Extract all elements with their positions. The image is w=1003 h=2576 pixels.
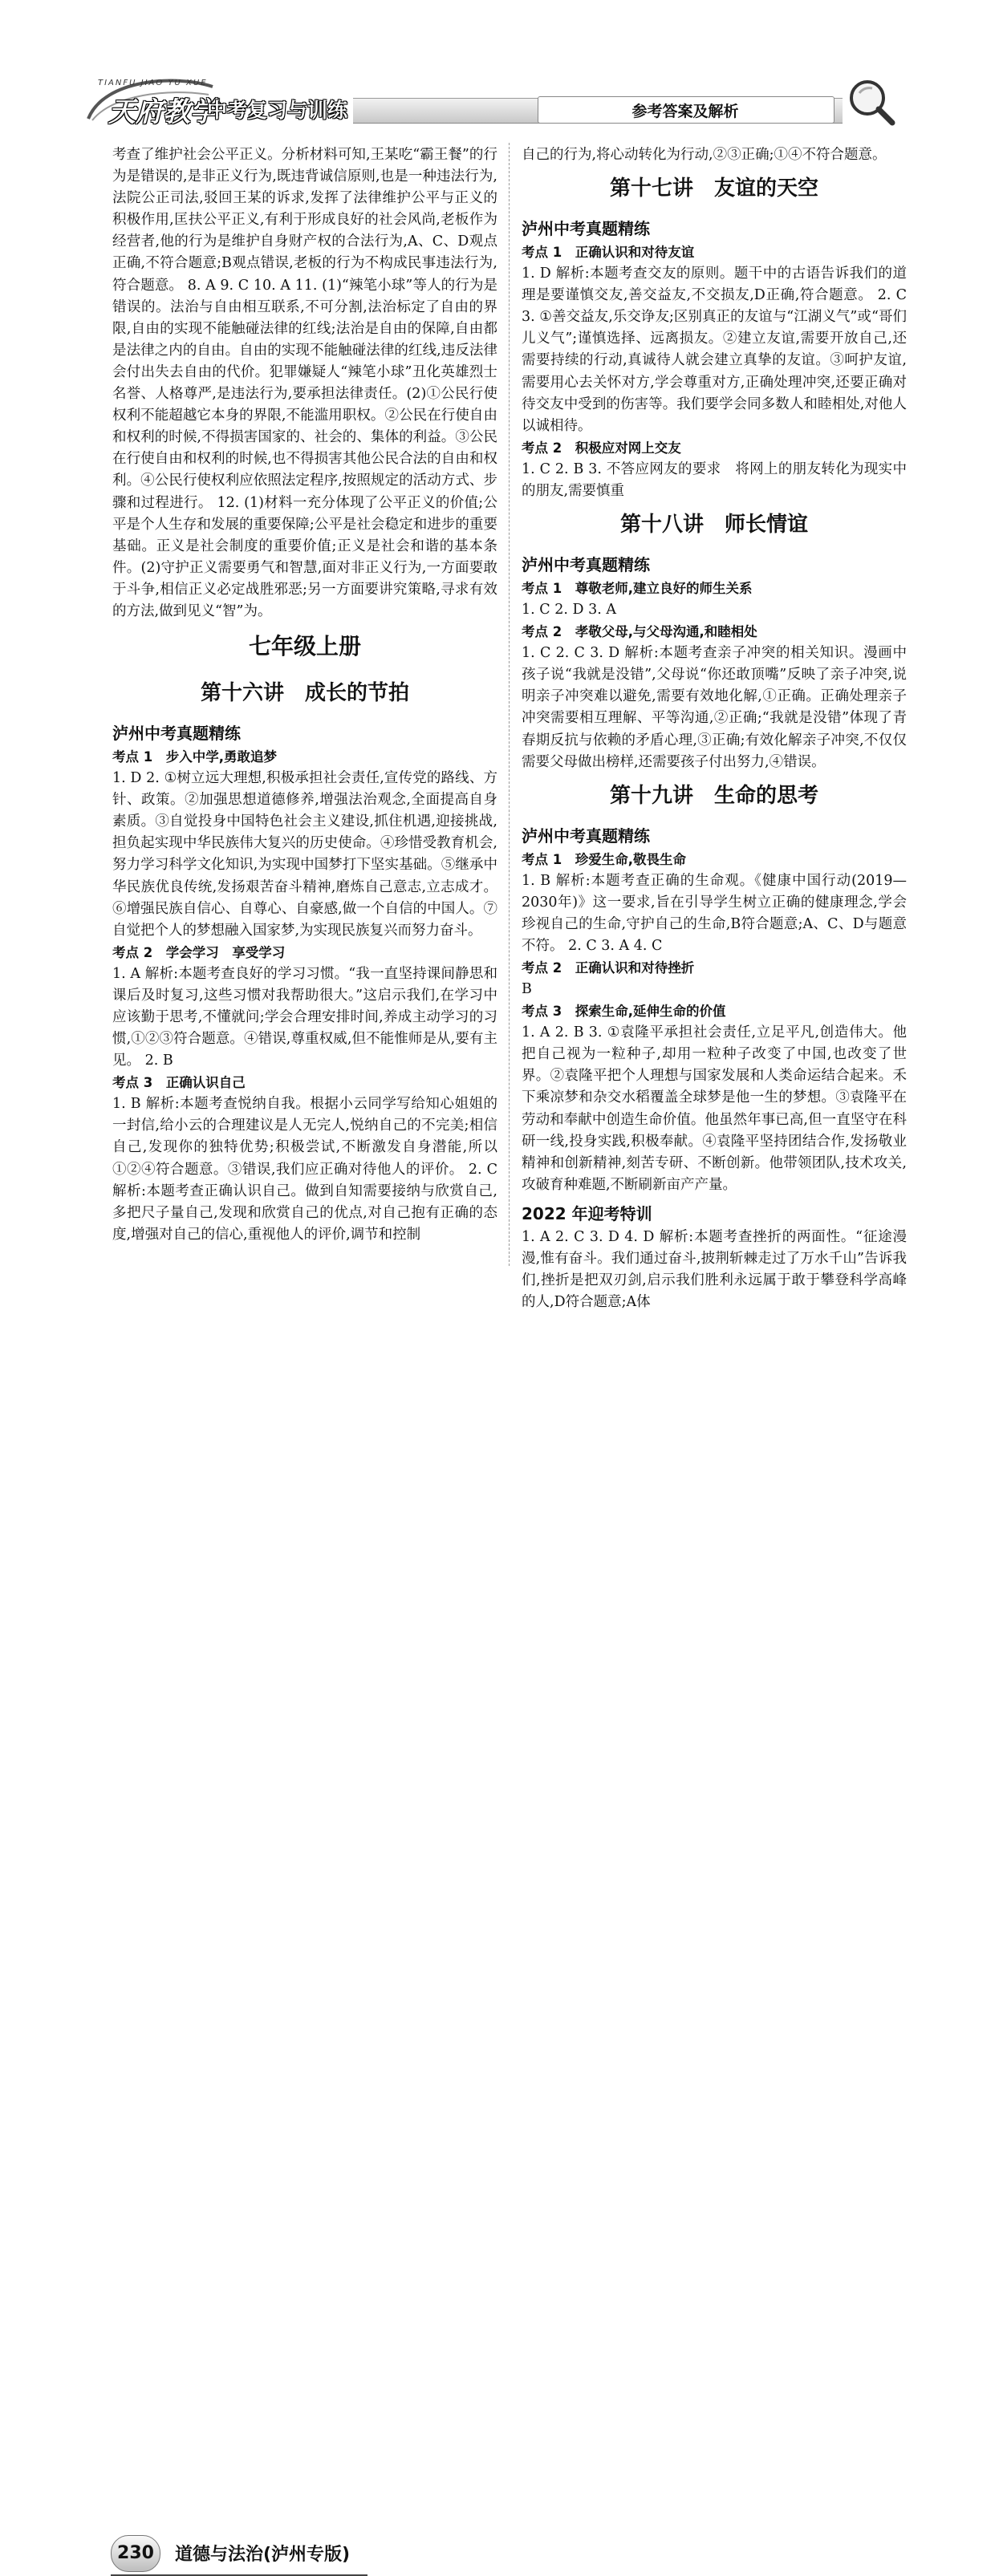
logo-subtext: TIANFU JIAO YU XUE [98,79,208,87]
answer-paragraph: 1. C 2. D 3. A [522,602,616,619]
answer-paragraph: 1. B 解析:本题考查正确的生命观。《健康中国行动(2019—2030年)》这一要求,旨在引导学生树立正确的健康理念,学会珍视自己的生命,守护自己的生命,B符合题意;A、C、D与题意不符。 2. C 3. A 4. C [522,872,907,954]
answer-paragraph: 1. C 2. C 3. D 解析:本题考查亲子冲突的相关知识。漫画中孩子说“我就是没错”,父母说“你还敢顶嘴”反映了亲子冲突,说明亲子冲突难以避免,需要有效地化解,①正确。正确处理亲子冲突需要相互理解、平等沟通,②正确;“我就是没错”体现了青春期反抗与依赖的矛盾心理,③正确;有效化解亲子冲突,不仅仅需要父母做出榜样,还需要孩子付出努力,④错误。 [522,645,907,770]
exam-point-heading: 考点 1 尊敬老师,建立良好的师生关系 [522,581,753,597]
answer-paragraph: 考查了维护社会公平正义。分析材料可知,王某吃“霸王餐”的行为是错误的,是非正义行为,既违背诚信原则,也是一种违法行为,法院公正司法,驳回王某的诉求,发挥了法律维护公平与正义的积极作用,匡扶公平正义,有利于形成良好的社会风尚,老板作为经营者,他的行为是维护自身财产权的合法行为,A、C、D观点正确,不符合题意;B观点错误,老板的行为不构成民事违法行为,符合题意。 8. A 9. C 10. A 11. (1)“辣笔小球”等人的行为是错误的。法治与自由相互联系,不可分割,法治标定了自由的界限,自由的实现不能触碰法律的红线;法治是自由的保障,自由都是法律之内的自由。自由的实现不能触碰法律的红线,违反法律会付出失去自由的代价。犯罪嫌疑人“辣笔小球”丑化英雄烈士名誉、人格尊严,是违法行为,要承担法律责任。(2)①公民行使权利不能超越它本身的界限,不能滥用职权。②公民在行使自由和权利的时候,不得损害国家的、社会的、集体的利益。③公民在行使自由和权利的时候,也不得损害其他公民合法的自由和权利。④公民行使权利应依照法定程序,按照规定的活动方式、步骤和过程进行。 12. (1)材料一充分体现了公平正义的价值;公平是个人生存和发展的重要保障;公平是社会稳定和进步的重要基础。正义是社会制度的重要价值;正义是社会和谐的基本条件。(2)守护正义需要勇气和智慧,面对非正义行为,一方面要敢于斗争,相信正义必定战胜邪恶;另一方面要讲究策略,寻求有效的方法,做到见义“智”为。 [112,147,497,619]
section-heading: 泸州中考真题精练 [112,724,241,744]
lecture-title: 第十九讲 生命的思考 [609,783,818,808]
page-footer [0,1264,1003,2565]
exam-point-heading: 考点 2 正确认识和对待挫折 [522,960,695,976]
exam-point-heading: 考点 1 珍爱生命,敬畏生命 [522,851,686,867]
answer-paragraph: 1. D 解析:本题考查交友的原则。题干中的古语告诉我们的道理是要谨慎交友,善交益友,不交损友,D正确,符合题意。 2. C 3. ①善交益友,乐交诤友;区别真正的友谊与“江湖义气”或“哥们儿义气”;谨慎选择、远离损友。②建立友谊,需要开放自己,还需要持续的行动,真诚待人就会建立真挚的友谊。③呵护友谊,需要用心去关怀对方,学会尊重对方,正确处理冲突,还要正确对待交友中受到的伤害等。我们要学会同多数人和睦相处,对他人以诚相待。 [522,266,907,434]
answer-paragraph: 1. A 2. C 3. D 4. D 解析:本题考查挫折的两面性。“征途漫漫,惟有奋斗。我们通过奋斗,披荆斩棘走过了万水千山”告诉我们,挫折是把双刃剑,启示我们胜利永远属于敢于攀登科学高峰的人,D符合题意;A体 [522,1228,907,1311]
page-number: 230 [111,2535,160,2572]
section-heading: 泸州中考真题精练 [522,555,650,575]
section-title: 参考答案及解析 [631,103,739,120]
answer-paragraph: 自己的行为,将心动转化为行动,②③正确;①④不符合题意。 [522,147,887,163]
column-divider [509,143,510,1266]
exam-point-heading: 考点 2 孝敬父母,与父母沟通,和睦相处 [522,624,757,640]
logo-text: 天府教学 [108,96,217,128]
answer-paragraph: 1. A 解析:本题考查良好的学习习惯。“我一直坚持课间静思和课后及时复习,这些习惯对我帮助很大。”这启示我们,在学习中应该勤于思考,不懂就问;学会合理安排时间,养成主动学习的习惯,①②③符合题意。④错误,尊重权威,但不能惟师是从,要有主见。 2. B [112,965,497,1069]
lecture-title: 第十八讲 师长情谊 [619,513,808,538]
section-heading: 泸州中考真题精练 [522,219,650,239]
lecture-title: 第十六讲 成长的节拍 [200,681,409,706]
magnifier-icon [847,77,896,127]
section-heading: 泸州中考真题精练 [522,826,650,846]
exam-point-heading: 考点 1 正确认识和对待友谊 [522,245,695,261]
series-title: 中考复习与训练 [207,99,348,122]
exam-point-heading: 考点 2 积极应对网上交友 [522,440,681,456]
lecture-title: 第十七讲 友谊的天空 [609,176,818,201]
answer-paragraph: 1. B 解析:本题考查悦纳自我。根据小云同学写给知心姐姐的一封信,给小云的合理建议是人无完人,悦纳自己的不完美;相信自己,发现你的独特优势;积极尝试,不断激发自身潜能,所以①②④符合题意。③错误,我们应正确对待他人的评价。 2. C 解析:本题考查正确认识自己。做到自知需要接纳与欣赏自己,多把尺子量自己,发现和欣赏自己的优点,对自己抱有正确的态度,增强对自己的信心,重视他人的评价,调节和控制 [112,1096,497,1243]
answer-paragraph: 1. D 2. ①树立远大理想,积极承担社会责任,宣传党的路线、方针、政策。②加强思想道德修养,增强法治观念,全面提高自身素质。③自觉投身中国特色社会主义建设,抓住机遇,迎接挑战,担负起实现中华民族伟大复兴的历史使命。④珍惜受教育机会,努力学习科学文化知识,为实现中国梦打下坚实基础。⑤继承中华民族优良传统,发扬艰苦奋斗精神,磨炼自己意志,立志成才。⑥增强民族自信心、自尊心、自豪感,做一个自信的中国人。⑦自觉把个人的梦想融入国家梦,为实现民族复兴而努力奋斗。 [112,770,497,939]
grade-title: 七年级上册 [248,633,361,660]
answer-paragraph: 1. C 2. B 3. 不答应网友的要求 将网上的朋友转化为现实中的朋友,需要慎重 [522,460,907,499]
right-column [522,144,907,1313]
answer-paragraph: 1. A 2. B 3. ①袁隆平承担社会责任,立足平凡,创造伟大。他把自己视为一粒种子,却用一粒种子改变了中国,也改变了世界。②袁隆平把个人理想与国家发展和人类命运结合起来。禾下乘凉梦和杂交水稻覆盖全球梦是他一生的梦想。③袁隆平在劳动和奉献中创造生命价值。他虽然年事已高,但一直坚守在科研一线,投身实践,积极奉献。④袁隆平坚持团结合作,发扬敬业精神和创新精神,刻苦专研、不断创新。他带领团队,技术攻关,攻破育种难题,不断刷新亩产产量。 [522,1024,907,1193]
page-header [0,0,1003,136]
answer-paragraph: B [522,981,532,998]
exam-point-heading: 考点 2 学会学习 享受学习 [112,944,286,960]
book-title: 道德与法治(泸州专版) [175,2545,351,2565]
exam-point-heading: 考点 3 正确认识自己 [112,1075,246,1091]
section-heading: 2022 年迎考特训 [522,1203,652,1223]
exam-point-heading: 考点 3 探索生命,延伸生命的价值 [522,1004,726,1020]
exam-point-heading: 考点 1 步入中学,勇敢追梦 [112,749,277,765]
left-column [112,144,497,1246]
